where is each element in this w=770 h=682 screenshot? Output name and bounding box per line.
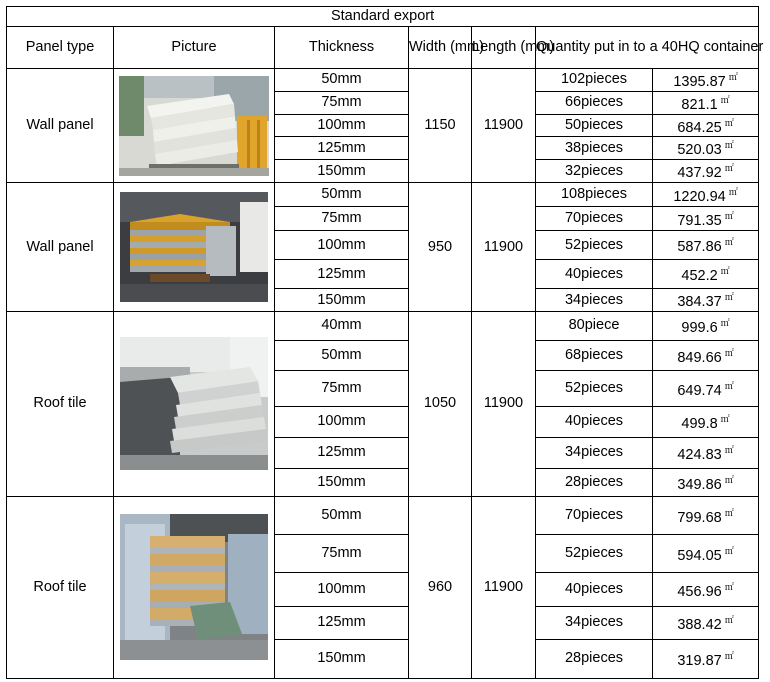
pieces-cell: 40pieces bbox=[536, 572, 653, 606]
wall-panel-photo-2 bbox=[120, 192, 268, 302]
thickness-cell: 50mm bbox=[275, 183, 409, 207]
area-unit: ㎡ bbox=[720, 318, 730, 329]
header-panel-type: Panel type bbox=[7, 27, 114, 69]
pieces-cell: 52pieces bbox=[536, 534, 653, 572]
width-cell: 1150 bbox=[409, 69, 472, 183]
pieces-cell: 40pieces bbox=[536, 260, 653, 289]
pieces-cell: 102pieces bbox=[536, 69, 653, 92]
pieces-cell: 34pieces bbox=[536, 606, 653, 639]
area-value: 649.74 bbox=[677, 382, 722, 399]
pieces-cell: 28pieces bbox=[536, 639, 653, 678]
picture-cell bbox=[114, 311, 275, 496]
pieces-cell: 34pieces bbox=[536, 437, 653, 468]
thickness-cell: 125mm bbox=[275, 606, 409, 639]
table-body bbox=[7, 7, 764, 679]
area-value: 424.83 bbox=[677, 446, 722, 463]
thickness-cell: 150mm bbox=[275, 468, 409, 496]
area-cell bbox=[653, 114, 759, 137]
roof-tile-photo-1 bbox=[120, 337, 268, 470]
thickness-cell: 100mm bbox=[275, 572, 409, 606]
area-unit: ㎡ bbox=[720, 414, 730, 425]
length-cell: 11900 bbox=[472, 311, 536, 496]
area-unit: ㎡ bbox=[724, 507, 734, 518]
thickness-cell: 75mm bbox=[275, 91, 409, 114]
panel-type-cell: Roof tile bbox=[7, 496, 114, 678]
pieces-cell: 34pieces bbox=[536, 289, 653, 312]
area-unit: ㎡ bbox=[724, 380, 734, 391]
pieces-cell: 70pieces bbox=[536, 207, 653, 231]
thickness-cell: 100mm bbox=[275, 406, 409, 437]
pieces-cell: 32pieces bbox=[536, 160, 653, 183]
area-cell bbox=[653, 289, 759, 312]
area-value: 587.86 bbox=[677, 239, 722, 256]
area-value: 388.42 bbox=[677, 616, 722, 633]
thickness-cell: 150mm bbox=[275, 289, 409, 312]
area-cell bbox=[653, 437, 759, 468]
area-value: 849.66 bbox=[677, 349, 722, 366]
area-unit: ㎡ bbox=[724, 292, 734, 303]
area-cell bbox=[653, 370, 759, 406]
area-value: 499.8 bbox=[681, 415, 718, 432]
area-value: 684.25 bbox=[677, 119, 722, 136]
thickness-cell: 75mm bbox=[275, 370, 409, 406]
area-unit: ㎡ bbox=[720, 94, 730, 105]
area-cell bbox=[653, 340, 759, 370]
pieces-cell: 70pieces bbox=[536, 496, 653, 534]
picture-cell bbox=[114, 69, 275, 183]
pieces-cell: 108pieces bbox=[536, 183, 653, 207]
header-picture: Picture bbox=[114, 27, 275, 69]
thickness-cell: 40mm bbox=[275, 311, 409, 340]
area-cell bbox=[653, 231, 759, 260]
pieces-cell: 80piece bbox=[536, 311, 653, 340]
thickness-cell: 125mm bbox=[275, 137, 409, 160]
length-cell: 11900 bbox=[472, 496, 536, 678]
thickness-cell: 50mm bbox=[275, 496, 409, 534]
table-row bbox=[7, 496, 759, 534]
width-cell: 960 bbox=[409, 496, 472, 678]
width-cell: 1050 bbox=[409, 311, 472, 496]
area-cell bbox=[653, 639, 759, 678]
picture-cell bbox=[114, 183, 275, 312]
area-unit: ㎡ bbox=[724, 651, 734, 662]
header-row bbox=[7, 27, 759, 69]
header-quantity: Quantity put in to a 40HQ container bbox=[536, 27, 759, 69]
area-value: 1395.87 bbox=[673, 73, 726, 90]
thickness-cell: 50mm bbox=[275, 340, 409, 370]
area-cell bbox=[653, 137, 759, 160]
panel-type-cell: Wall panel bbox=[7, 183, 114, 312]
title-row bbox=[7, 7, 759, 27]
thickness-cell: 150mm bbox=[275, 639, 409, 678]
area-unit: ㎡ bbox=[728, 72, 738, 82]
thickness-cell: 50mm bbox=[275, 69, 409, 92]
area-unit: ㎡ bbox=[724, 474, 734, 485]
roof-tile-photo-2 bbox=[120, 514, 268, 660]
area-value: 799.68 bbox=[677, 509, 722, 526]
thickness-cell: 125mm bbox=[275, 437, 409, 468]
area-cell bbox=[653, 496, 759, 534]
thickness-cell: 125mm bbox=[275, 260, 409, 289]
panel-type-cell: Wall panel bbox=[7, 69, 114, 183]
area-value: 999.6 bbox=[681, 319, 718, 336]
area-value: 1220.94 bbox=[673, 188, 726, 205]
area-value: 821.1 bbox=[681, 96, 718, 113]
area-cell bbox=[653, 406, 759, 437]
area-value: 319.87 bbox=[677, 652, 722, 669]
header-thickness: Thickness bbox=[275, 27, 409, 69]
pieces-cell: 28pieces bbox=[536, 468, 653, 496]
thickness-cell: 100mm bbox=[275, 231, 409, 260]
area-value: 594.05 bbox=[677, 547, 722, 564]
area-value: 791.35 bbox=[677, 212, 722, 229]
area-unit: ㎡ bbox=[724, 581, 734, 592]
table-row bbox=[7, 69, 759, 92]
area-cell bbox=[653, 91, 759, 114]
area-value: 456.96 bbox=[677, 583, 722, 600]
thickness-cell: 100mm bbox=[275, 114, 409, 137]
area-cell bbox=[653, 606, 759, 639]
pieces-cell: 50pieces bbox=[536, 114, 653, 137]
area-value: 437.92 bbox=[677, 165, 722, 182]
wall-panel-photo-1 bbox=[119, 76, 269, 176]
thickness-cell: 75mm bbox=[275, 534, 409, 572]
export-spec-table bbox=[6, 6, 764, 679]
area-unit: ㎡ bbox=[728, 186, 738, 197]
area-unit: ㎡ bbox=[724, 445, 734, 456]
area-unit: ㎡ bbox=[724, 210, 734, 221]
area-unit: ㎡ bbox=[724, 237, 734, 248]
table-row bbox=[7, 311, 759, 340]
pieces-cell: 38pieces bbox=[536, 137, 653, 160]
length-cell: 11900 bbox=[472, 183, 536, 312]
area-unit: ㎡ bbox=[720, 266, 730, 277]
area-cell bbox=[653, 534, 759, 572]
area-unit: ㎡ bbox=[724, 545, 734, 556]
area-value: 520.03 bbox=[677, 142, 722, 159]
length-cell: 11900 bbox=[472, 69, 536, 183]
area-cell bbox=[653, 260, 759, 289]
picture-cell bbox=[114, 496, 275, 678]
area-value: 349.86 bbox=[677, 476, 722, 493]
pieces-cell: 66pieces bbox=[536, 91, 653, 114]
header-width: Width (mm) bbox=[409, 27, 472, 69]
area-unit: ㎡ bbox=[724, 615, 734, 626]
pieces-cell: 52pieces bbox=[536, 370, 653, 406]
area-cell bbox=[653, 468, 759, 496]
area-value: 384.37 bbox=[677, 293, 722, 310]
panel-type-cell: Roof tile bbox=[7, 311, 114, 496]
area-cell bbox=[653, 160, 759, 183]
table-row bbox=[7, 183, 759, 207]
table-title: Standard export bbox=[7, 7, 759, 27]
area-unit: ㎡ bbox=[724, 117, 734, 128]
area-cell bbox=[653, 572, 759, 606]
area-value: 452.2 bbox=[681, 268, 718, 285]
thickness-cell: 150mm bbox=[275, 160, 409, 183]
area-unit: ㎡ bbox=[724, 140, 734, 151]
area-cell bbox=[653, 207, 759, 231]
area-cell bbox=[653, 311, 759, 340]
pieces-cell: 68pieces bbox=[536, 340, 653, 370]
area-unit: ㎡ bbox=[724, 347, 734, 358]
pieces-cell: 52pieces bbox=[536, 231, 653, 260]
thickness-cell: 75mm bbox=[275, 207, 409, 231]
header-length: Length (mm) bbox=[472, 27, 536, 69]
area-cell bbox=[653, 69, 759, 92]
pieces-cell: 40pieces bbox=[536, 406, 653, 437]
width-cell: 950 bbox=[409, 183, 472, 312]
area-cell bbox=[653, 183, 759, 207]
area-unit: ㎡ bbox=[724, 163, 734, 174]
